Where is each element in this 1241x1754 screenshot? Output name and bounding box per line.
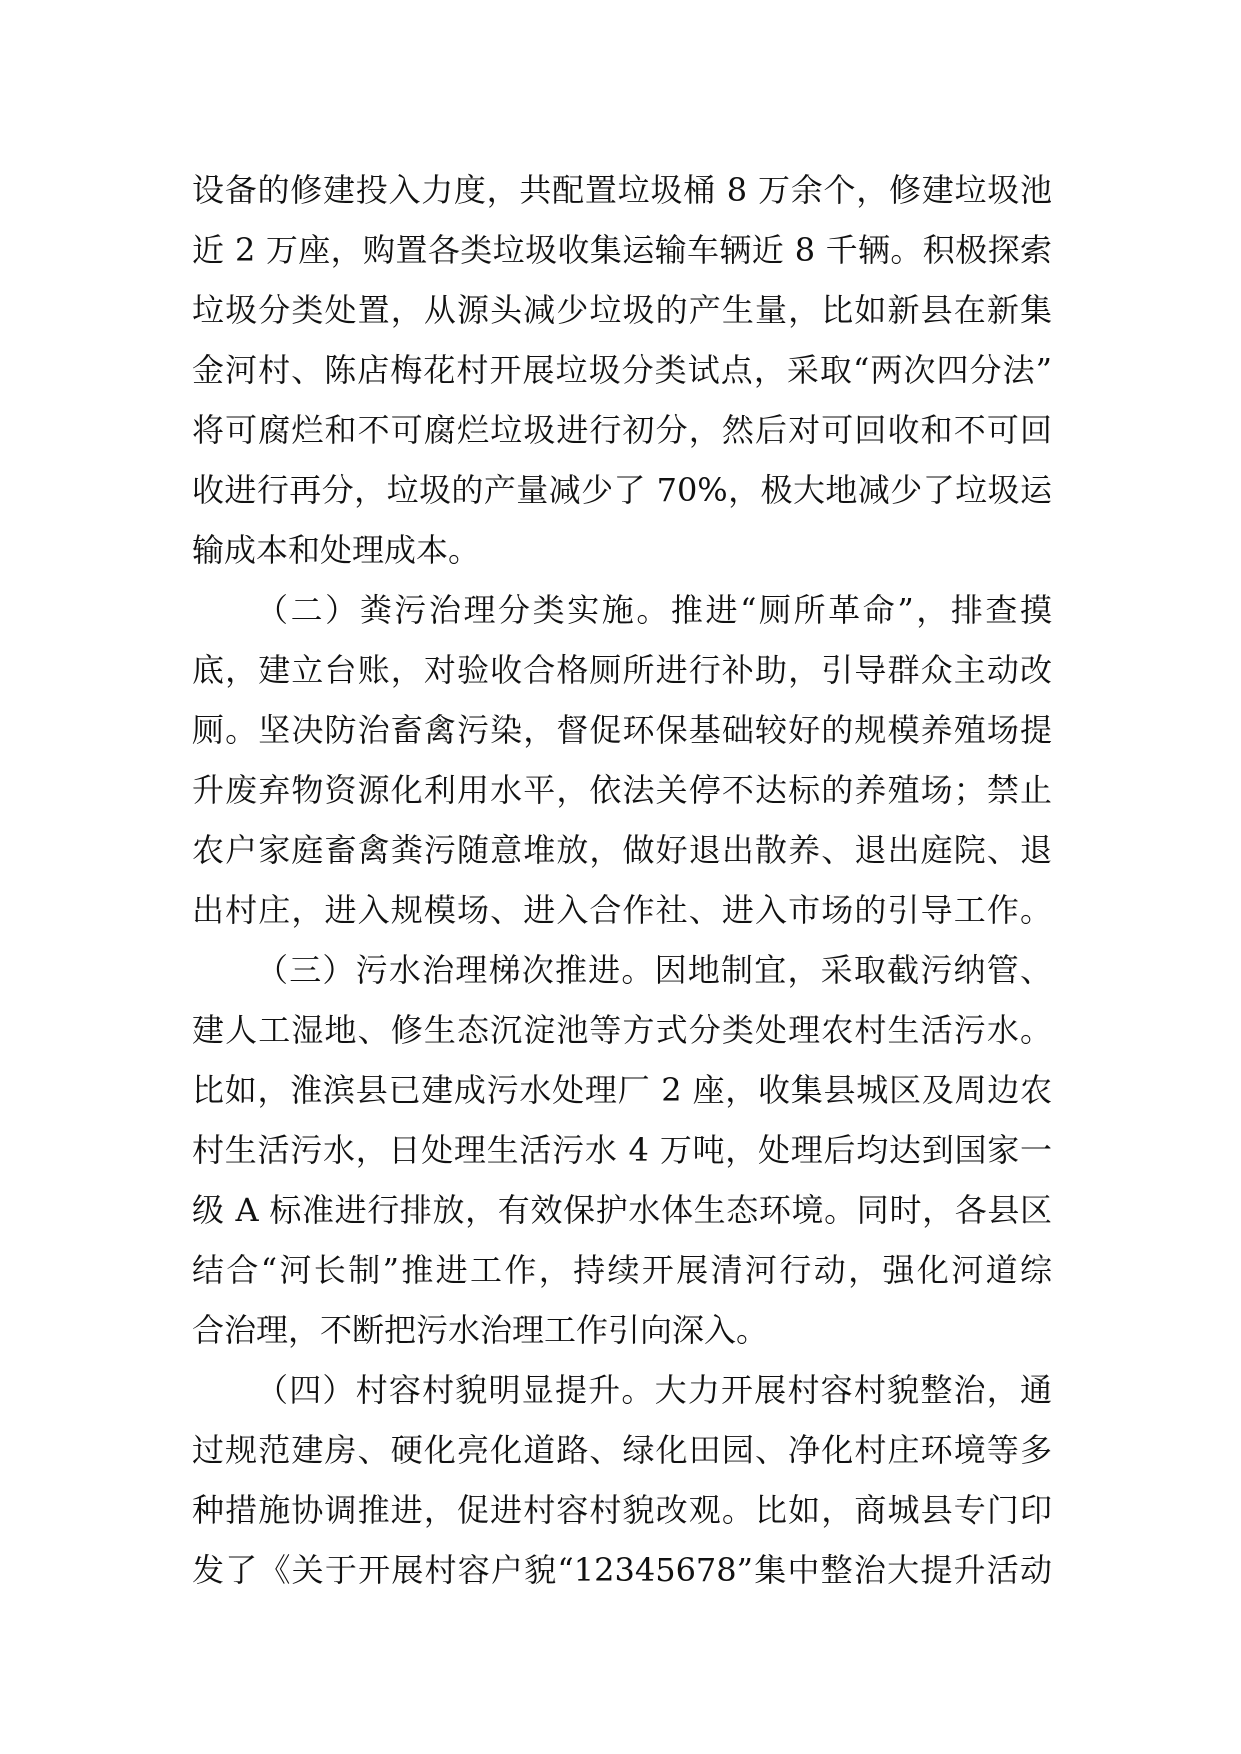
section-heading-line: （四）村容村貌明显提升。大力开展村容村貌整治，通 (256, 1371, 1052, 1409)
text-line: 村生活污水，日处理生活污水 4 万吨，处理后均达到国家一 (192, 1131, 1052, 1169)
text-line: 级 A 标准进行排放，有效保护水体生态环境。同时，各县区 (192, 1191, 1052, 1229)
text-line: 过规范建房、硬化亮化道路、绿化田园、净化村庄环境等多 (192, 1431, 1052, 1469)
text-line: 底，建立台账，对验收合格厕所进行补助，引导群众主动改 (192, 651, 1052, 689)
section-heading-line: （二）粪污治理分类实施。推进“厕所革命”，排查摸 (256, 591, 1052, 629)
text-line: 垃圾分类处置，从源头减少垃圾的产生量，比如新县在新集 (192, 291, 1052, 329)
text-line: 结合“河长制”推进工作，持续开展清河行动，强化河道综 (192, 1251, 1052, 1289)
section-heading-line: （三）污水治理梯次推进。因地制宜，采取截污纳管、 (256, 951, 1052, 989)
text-line: 农户家庭畜禽粪污随意堆放，做好退出散养、退出庭院、退 (192, 831, 1052, 869)
document-body (192, 160, 1052, 1600)
text-line: 近 2 万座，购置各类垃圾收集运输车辆近 8 千辆。积极探索 (192, 231, 1052, 269)
text-line: 建人工湿地、修生态沉淀池等方式分类处理农村生活污水。 (192, 1011, 1052, 1049)
text-line: 将可腐烂和不可腐烂垃圾进行初分，然后对可回收和不可回 (192, 411, 1052, 449)
text-line: 厕。坚决防治畜禽污染，督促环保基础较好的规模养殖场提 (192, 711, 1052, 749)
text-line: 收进行再分，垃圾的产量减少了 70%，极大地减少了垃圾运 (192, 471, 1052, 509)
text-line: 比如，淮滨县已建成污水处理厂 2 座，收集县城区及周边农 (192, 1071, 1052, 1109)
text-line: 金河村、陈店梅花村开展垃圾分类试点，采取“两次四分法” (192, 351, 1052, 389)
text-line: 出村庄，进入规模场、进入合作社、进入市场的引导工作。 (192, 891, 1052, 929)
text-line: 发了《关于开展村容户貌“12345678”集中整治大提升活动 (192, 1551, 1052, 1589)
text-line: 种措施协调推进，促进村容村貌改观。比如，商城县专门印 (192, 1491, 1052, 1529)
text-line: 合治理，不断把污水治理工作引向深入。 (192, 1311, 769, 1349)
text-line: 设备的修建投入力度，共配置垃圾桶 8 万余个，修建垃圾池 (192, 171, 1052, 209)
text-line: 输成本和处理成本。 (192, 531, 481, 569)
text-line: 升废弃物资源化利用水平，依法关停不达标的养殖场；禁止 (192, 771, 1052, 809)
